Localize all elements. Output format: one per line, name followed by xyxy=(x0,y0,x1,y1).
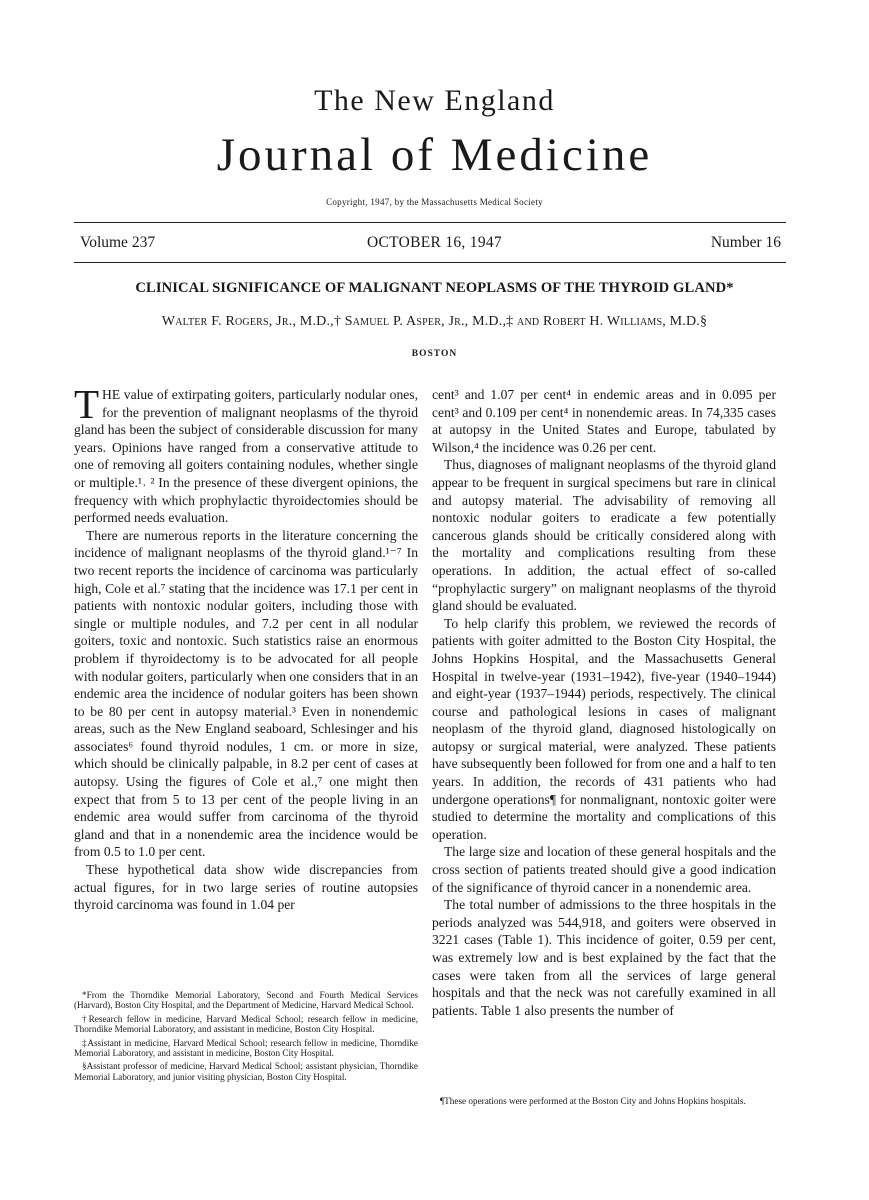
journal-name-line1: The New England xyxy=(314,84,555,117)
left-column xyxy=(74,381,418,914)
paragraph: cent³ and 1.07 per cent⁴ in endemic areas and in 0.095 per cent³ and 0.109 per cent⁴ in nonendemic areas. In 74,335 cases at autopsy in the United States and Europe, tabulated by Wilson,⁴ the incidence was 0.26 per cent. xyxy=(432,387,776,455)
footnote: *From the Thorndike Memorial Laboratory, Second and Fourth Medical Services (Harvard), Boston City Hospital, and the Department of Medicine, Harvard Medical School. xyxy=(74,990,418,1011)
volume-label: Volume 237 xyxy=(80,234,156,251)
paragraph: To help clarify this problem, we reviewed the records of patients with goiter admitted to the Boston City Hospital, the Johns Hopkins Hospital, and the Massachusetts General Hospital in twelve-year (1931–1942), five-year (1940–1944) and eight-year (1937–1944) periods, respectively. The clinical course and pathological lesions in cases of malignant neoplasm of the thyroid gland, diagnosed histologically on autopsy or surgical material, were analyzed. These patients have subsequently been followed for from one and a half to ten years. In addition, the records of 431 patients who had undergone operations¶ for nonmalignant, nontoxic goiter were studied to determine the mortality and complications of this operation. xyxy=(432,615,776,842)
footnotes-left xyxy=(74,990,418,1085)
issue-date: OCTOBER 16, 1947 xyxy=(367,234,502,251)
footnotes-right xyxy=(432,1096,776,1109)
paragraph xyxy=(74,381,418,527)
paragraph: There are numerous reports in the literature concerning the incidence of malignant neoplasms of the thyroid gland.¹⁻⁷ In two recent reports the incidence of carcinoma was particularly high, Cole et al.⁷ stating that the incidence was 17.1 per cent in patients with nontoxic nodular goiters, including those with single or multiple nodules, and 7.2 per cent in all nodular goiters, toxic and nontoxic. Such statistics raise an enormous problem if thyroidectomy is to be advocated for all people with nodular goiters, particularly when one considers that in an endemic area the incidence of nodular goiters has been shown to be 80 per cent in autopsy material.³ Even in nonendemic areas, such as the New England seaboard, Schlesinger and his associates⁶ found thyroid nodules, 1 cm. or more in size, which should be clinically palpable, in 8.2 per cent of cases at autopsy. Using the figures of Cole et al.,⁷ one might then expect that from 5 to 13 per cent of the people living in an endemic area would suffer from carcinoma of the thyroid gland and that in a nonendemic area the incidence would be from 0.5 to 1.0 per cent. xyxy=(74,527,418,860)
drop-cap: T xyxy=(74,381,100,427)
article-authors: Walter F. Rogers, Jr., M.D.,† Samuel P. Asper, Jr., M.D.,‡ and Robert H. Williams, M.D.§ xyxy=(161,314,708,329)
copyright-line: Copyright, 1947, by the Massachusetts Medical Society xyxy=(326,197,543,207)
journal-name-line2: Journal of Medicine xyxy=(216,129,653,181)
paragraph: These hypothetical data show wide discrepancies from actual figures, for in two large series of routine autopsies thyroid carcinoma was found in 1.04 per xyxy=(74,862,418,913)
bottom-rule xyxy=(74,262,786,263)
footnote: ‡Assistant in medicine, Harvard Medical School; research fellow in medicine, Thorndike Memorial Laboratory, and assistant in medicine, Boston City Hospital. xyxy=(74,1037,418,1059)
paragraph-text: HE value of extirpating goiters, particularly nodular ones, for the prevention of malignant neoplasms of the thyroid gland has been the subject of considerable discussion for many years. Opinions have ranged from a conservative attitude to one of removing all goiters containing nodules, whether single or multiple.¹˒ ² In the presence of these divergent opinions, the frequency with which prophylactic thyroidectomies should be performed needs evaluation. xyxy=(74,387,418,526)
paragraph: Thus, diagnoses of malignant neoplasms of the thyroid gland appear to be frequent in surgical specimens but rare in clinical and autopsy material. The advisability of removing all nontoxic nodular goiters to eradicate a few potentially cancerous glands should be critically considered along with the mortality and complications resulting from these operations. In addition, the actual effect of so-called “prophylactic surgery” on malignant neoplasms of the thyroid gland should be evaluated. xyxy=(432,457,776,614)
paragraph: The large size and location of these general hospitals and the cross section of patients treated should give a good indication of the significance of thyroid cancer in a nonendemic area. xyxy=(432,844,776,895)
issue-number: Number 16 xyxy=(710,234,781,251)
top-rule xyxy=(74,222,786,223)
article-title: CLINICAL SIGNIFICANCE OF MALIGNANT NEOPLASMS OF THE THYROID GLAND* xyxy=(135,280,734,296)
paragraph: The total number of admissions to the three hospitals in the periods analyzed was 544,918, and goiters were observed in 3221 cases (Table 1). This incidence of goiter, 0.59 per cent, was extremely low and is best explained by the fact that the cases were taken from all the services of large general hospitals and that the neck was not carefully examined in all patients. Table 1 also presents the number of xyxy=(432,897,776,1018)
footnote: ¶These operations were performed at the Boston City and Johns Hopkins hospitals. xyxy=(440,1096,746,1106)
footnote: †Research fellow in medicine, Harvard Medical School; research fellow in medicine, Thorndike Memorial Laboratory, and assistant in medicine, Boston City Hospital. xyxy=(74,1013,418,1035)
article-location: BOSTON xyxy=(411,349,458,359)
right-column xyxy=(432,386,776,1019)
footnote: §Assistant professor of medicine, Harvard Medical School; assistant physician, Thorndike Memorial Laboratory, and junior visiting physician, Boston City Hospital. xyxy=(74,1061,418,1082)
